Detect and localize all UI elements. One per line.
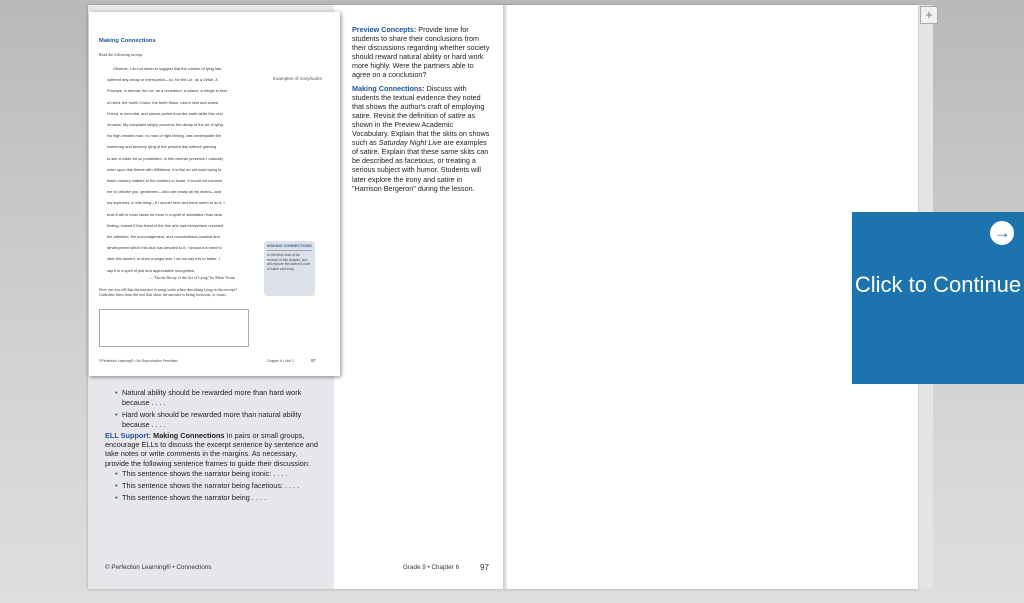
making-connections-note [352, 84, 492, 193]
making-connections-box [264, 241, 315, 296]
answer-box [99, 309, 249, 347]
excerpt-line: me to criticise you, gentlemen—who are nearly all my elders—and [107, 189, 222, 195]
box-title: MAKING CONNECTIONS [267, 244, 312, 251]
ell-support [105, 431, 320, 468]
embedded-heading: Making Connections [99, 38, 156, 44]
embedded-page-number: 97 [311, 358, 316, 363]
making-italic: satire [447, 110, 466, 120]
excerpt-line: teach nursery matters to the mothers in Israel. It would not become [107, 178, 223, 184]
list-item: • This sentence shows the narrator being . . . . [115, 493, 320, 503]
preview-label: Preview Concepts: [352, 25, 417, 34]
click-to-continue-button[interactable] [852, 212, 1024, 384]
excerpt-line: development which this club has devoted to it, I should not need to [107, 245, 222, 251]
embedded-footer-center: Chapter 6 • Unit 2 [267, 359, 294, 363]
excerpt-line: of need, the fourth Grace, the tenth Muse, man's best and surest [107, 99, 219, 105]
continue-label: Click to Continue [854, 272, 1022, 297]
making-italic: Saturday Night Live [378, 138, 442, 148]
making-text: as shown in the Preview Academic Vocabulary. Explain that the skits on shows such as [352, 110, 490, 148]
page-number: 97 [480, 563, 489, 572]
excerpt-line: the attention, the encouragement, and conscientious practice and [107, 234, 220, 240]
list-item: • This sentence shows the narrator being ironic: . . . . [115, 469, 320, 479]
ell-text: In pairs or small groups, encourage ELLs to discuss the excerpt sentence by sentence and take notes or write comments in the margins. As necessary, provide the following sentence frames to guide their discussion: [105, 431, 318, 468]
excerpt-line: say it in a spirit of just and appreciative recognition. [107, 267, 196, 273]
excerpt-line: Friend, is immortal, and cannot perish from the earth while this club [107, 110, 223, 116]
sentence-frames [115, 469, 320, 504]
excerpt-line: remains. My complaint simply concerns the decay of the art of lying. [107, 122, 224, 128]
page-footer-left: © Perfection Learning® • Connections [105, 564, 212, 571]
excerpt-line: Observe, I do not mean to suggest that the custom of lying has [113, 66, 222, 71]
excerpt-line: finding; indeed if this finest of the fine arts had everywhere received [107, 222, 224, 228]
preview-concepts [352, 25, 492, 80]
embedded-instruction: Read the following excerpt. [99, 52, 144, 57]
excerpt-line: lumbering and slovenly lying of the present day without grieving [107, 144, 217, 150]
excerpt-line: my superiors, in this thing—if I should here and there seem to do it, I [107, 200, 225, 206]
page-footer-right: Grade 9 • Chapter 6 [403, 564, 460, 571]
student-page-thumbnail [89, 12, 340, 376]
discussion-bullets [115, 388, 320, 432]
excerpt-question: How can you tell that the narrator is using satire when describing lying in the excerpt? Underline lines from the text that show the narrator is being facetious, or ironic. [99, 287, 238, 298]
making-text: Discuss with students the textual evidence they noted that shows the author's craft of employing satire. Revisit the definition of [352, 83, 485, 120]
list-item: • This sentence shows the narrator being facetious: . . . . [115, 481, 320, 491]
ell-bold: Making Connections [153, 431, 225, 440]
excerpt-text [107, 63, 261, 276]
list-item: • Natural ability should be rewarded more than hard work because . . . . [115, 388, 320, 407]
excerpt-line: to see a noble art so prostituted. In this veteran presence I naturally [107, 155, 224, 161]
excerpt-source: —"On the Decay of the Art of Lying" by Mark Twain [149, 275, 235, 280]
preview-text: Provide time for students to share their conclusions from their discussions regarding whether society should reward natural ability or hard work more highly. Were the partners able to agree on a conclusion? [352, 25, 490, 80]
embedded-footer-left: ©Perfection Learning® • No Reproduction Permitted [99, 359, 178, 363]
excerpt-line: trust it will in most cases be more in a spirit of admiration than fault- [107, 211, 223, 217]
excerpt-line: utter this lament, or shed a single tear. I do not say this to flatter: I [107, 256, 220, 262]
excerpt-line: enter upon this theme with diffidence; it is like an old maid trying to [107, 166, 222, 172]
making-text: are examples of satire. Explain that these same skits can be described as facetious, or treating a serious subject with humor. Students will later explore the irony and satire in "Harrison Bergeron" during the lesson. [352, 138, 489, 193]
excerpt-line: suffered any decay or interruption—no, for the Lie, as a Virtue, A [107, 77, 218, 83]
teacher-notes-column [352, 25, 492, 197]
excerpt-line: Principle, is eternal; the Lie, as a recreation, a solace, a refuge in time [107, 88, 228, 94]
box-text: In the third read of the excerpt in this chapter, you will explore the author's craft of satire and irony. [267, 253, 310, 271]
making-label: Making Connections: [352, 83, 425, 93]
margin-note: Examples of irony/satire [273, 76, 323, 81]
plus-icon[interactable]: + [920, 6, 938, 24]
ell-label: ELL Support: [105, 431, 152, 440]
excerpt-line: No high-minded man, no man of right feeling, can contemplate the [107, 133, 221, 139]
arrow-right-circle-icon[interactable]: → [990, 221, 1014, 245]
list-item: • Hard work should be rewarded more than natural ability because . . . . [115, 410, 320, 429]
